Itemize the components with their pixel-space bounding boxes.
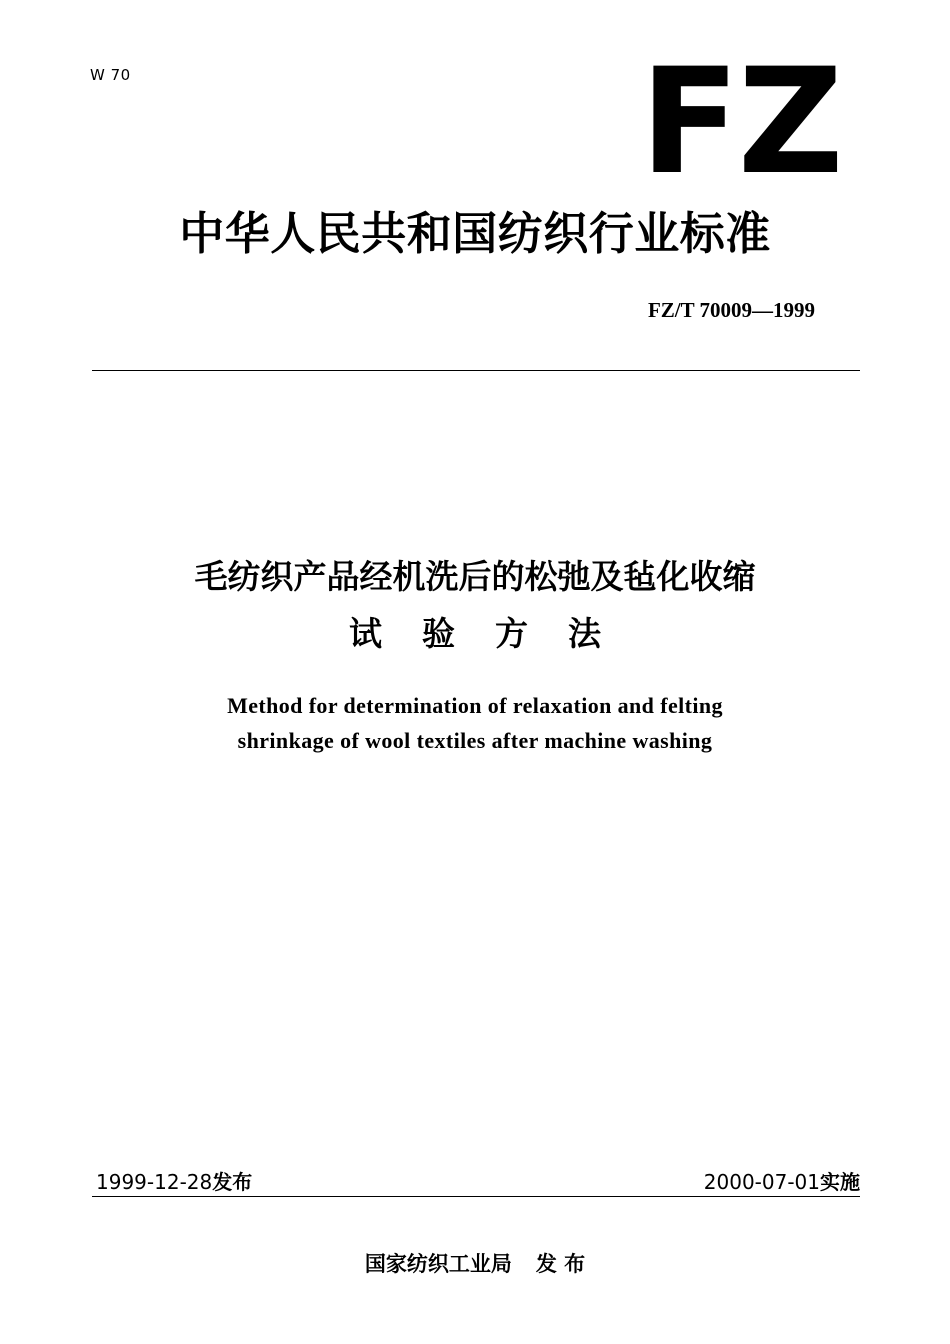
bottom-divider [92, 1196, 860, 1197]
top-divider [92, 370, 860, 371]
publisher-action: 发 布 [535, 1252, 586, 1276]
standard-number: FZ/T 70009—1999 [647, 298, 815, 322]
effective-date-suffix: 实施 [820, 1170, 860, 1194]
fz-logo: FZ [640, 37, 842, 207]
issue-date [96, 1166, 252, 1195]
chinese-title-line-2: 试验方法 [349, 614, 641, 653]
issue-date-value: 1999-12-28 [96, 1170, 213, 1194]
english-title-line-1: Method for determination of relaxation and felting [227, 693, 723, 718]
standard-category-title: 中华人民共和国纺织行业标准 [179, 207, 771, 260]
effective-date [704, 1166, 860, 1195]
english-title-line-2: shrinkage of wool textiles after machine washing [237, 728, 713, 753]
publisher-name: 国家纺织工业局 [364, 1252, 512, 1276]
classification-code: W 70 [90, 66, 131, 84]
issue-date-suffix: 发布 [212, 1170, 253, 1194]
publisher [0, 1248, 950, 1278]
chinese-title-line-1: 毛纺织产品经机洗后的松弛及毡化收缩 [194, 557, 756, 596]
effective-date-value: 2000-07-01 [703, 1170, 820, 1194]
